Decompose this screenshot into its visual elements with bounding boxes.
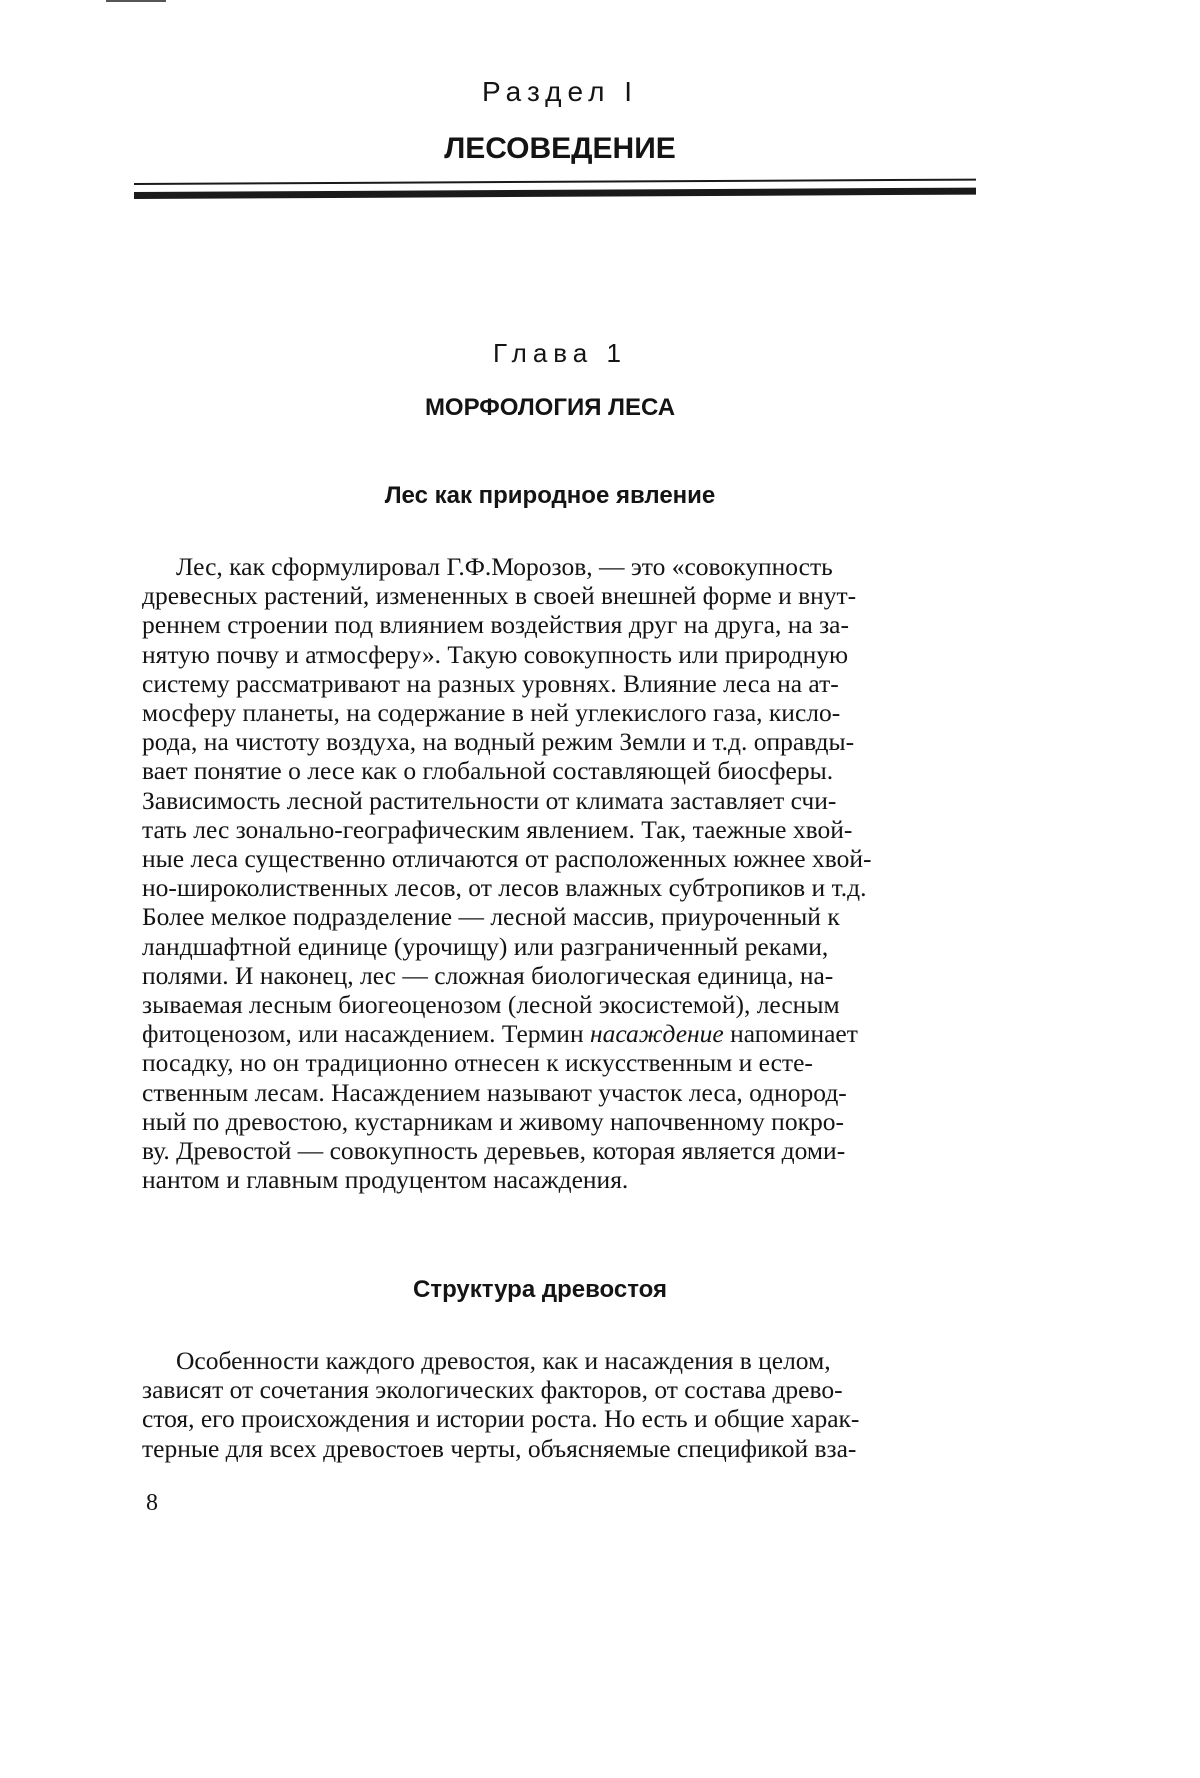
paragraph-forest-phenomenon bbox=[142, 552, 980, 1194]
text-line: вает понятие о лесе как о глобальной составляющей биосферы. bbox=[142, 756, 834, 786]
text-line-head: фитоценозом, или насаждением. Термин bbox=[142, 1019, 590, 1049]
text-line: древесных растений, измененных в своей внешней форме и внут- bbox=[142, 581, 857, 611]
section-label: Раздел I bbox=[481, 76, 639, 107]
text-line: посадку, но он традиционно отнесен к искусственным и есте- bbox=[142, 1048, 813, 1078]
subsection-title-stand-structure: Структура древостоя bbox=[412, 1276, 667, 1303]
text-line: полями. И наконец, лес — сложная биологическая единица, на- bbox=[142, 960, 834, 990]
section-title: ЛЕСОВЕДЕНИЕ bbox=[444, 132, 676, 165]
text-line: ландшафтной единице (урочищу) или разграниченный реками, bbox=[142, 931, 829, 961]
text-line: нятую почву и атмосферу». Такую совокупность или природную bbox=[142, 639, 849, 669]
text-line: реннем строении под влиянием воздействия друг на друга, на за- bbox=[142, 610, 849, 640]
italic-term: насаждение bbox=[589, 1019, 724, 1049]
section-rule-thin bbox=[134, 179, 976, 185]
text-line: тать лес зонально-географическим явлением. Так, таежные хвой- bbox=[142, 814, 853, 844]
text-line: зависят от сочетания экологических факторов, от состава древо- bbox=[142, 1375, 843, 1405]
text-line: Более мелкое подразделение — лесной массив, приуроченный к bbox=[142, 902, 840, 932]
section-rule-thick bbox=[134, 188, 976, 199]
text-line: ву. Древостой — совокупность деревьев, которая является доми- bbox=[142, 1136, 846, 1166]
text-line-tail: напоминает bbox=[723, 1019, 858, 1049]
subsection-title-forest-phenomenon: Лес как природное явление bbox=[384, 482, 716, 509]
text-line: систему рассматривают на разных уровнях. Влияние леса на ат- bbox=[142, 668, 839, 698]
text-line: ные леса существенно отличаются от расположенных южнее хвой- bbox=[142, 844, 872, 874]
text-line: рода, на чистоту воздуха, на водный режим Земли и т.д. оправды- bbox=[142, 727, 855, 757]
text-line-with-term bbox=[142, 1019, 980, 1048]
text-line: но-широколиственных лесов, от лесов влажных субтропиков и т.д. bbox=[142, 873, 867, 903]
text-line: терные для всех древостоев черты, объясняемые спецификой вза- bbox=[142, 1433, 857, 1463]
text-line: ственным лесам. Насаждением называют участок леса, однород- bbox=[142, 1077, 847, 1107]
text-line: Лес, как сформулировал Г.Ф.Морозов, — это «совокупность bbox=[176, 552, 833, 581]
text-line: нантом и главным продуцентом насаждения. bbox=[142, 1165, 629, 1195]
text-line: ный по древостою, кустарникам и живому напочвенному покро- bbox=[142, 1106, 844, 1136]
chapter-label: Глава 1 bbox=[493, 338, 627, 368]
text-line: Особенности каждого древостоя, как и насаждения в целом, bbox=[176, 1346, 831, 1375]
paragraph-stand-structure bbox=[142, 1346, 980, 1463]
page-number: 8 bbox=[146, 1490, 158, 1516]
text-line: мосферу планеты, на содержание в ней углекислого газа, кисло- bbox=[142, 698, 841, 728]
scan-artifact-mark bbox=[106, 0, 166, 2]
chapter-title: МОРФОЛОГИЯ ЛЕСА bbox=[424, 394, 676, 421]
text-line: зываемая лесным биогеоценозом (лесной экосистемой), лесным bbox=[142, 990, 840, 1020]
text-line: стоя, его происхождения и истории роста. Но есть и общие харак- bbox=[142, 1404, 860, 1434]
text-line: Зависимость лесной растительности от климата заставляет счи- bbox=[142, 785, 837, 815]
